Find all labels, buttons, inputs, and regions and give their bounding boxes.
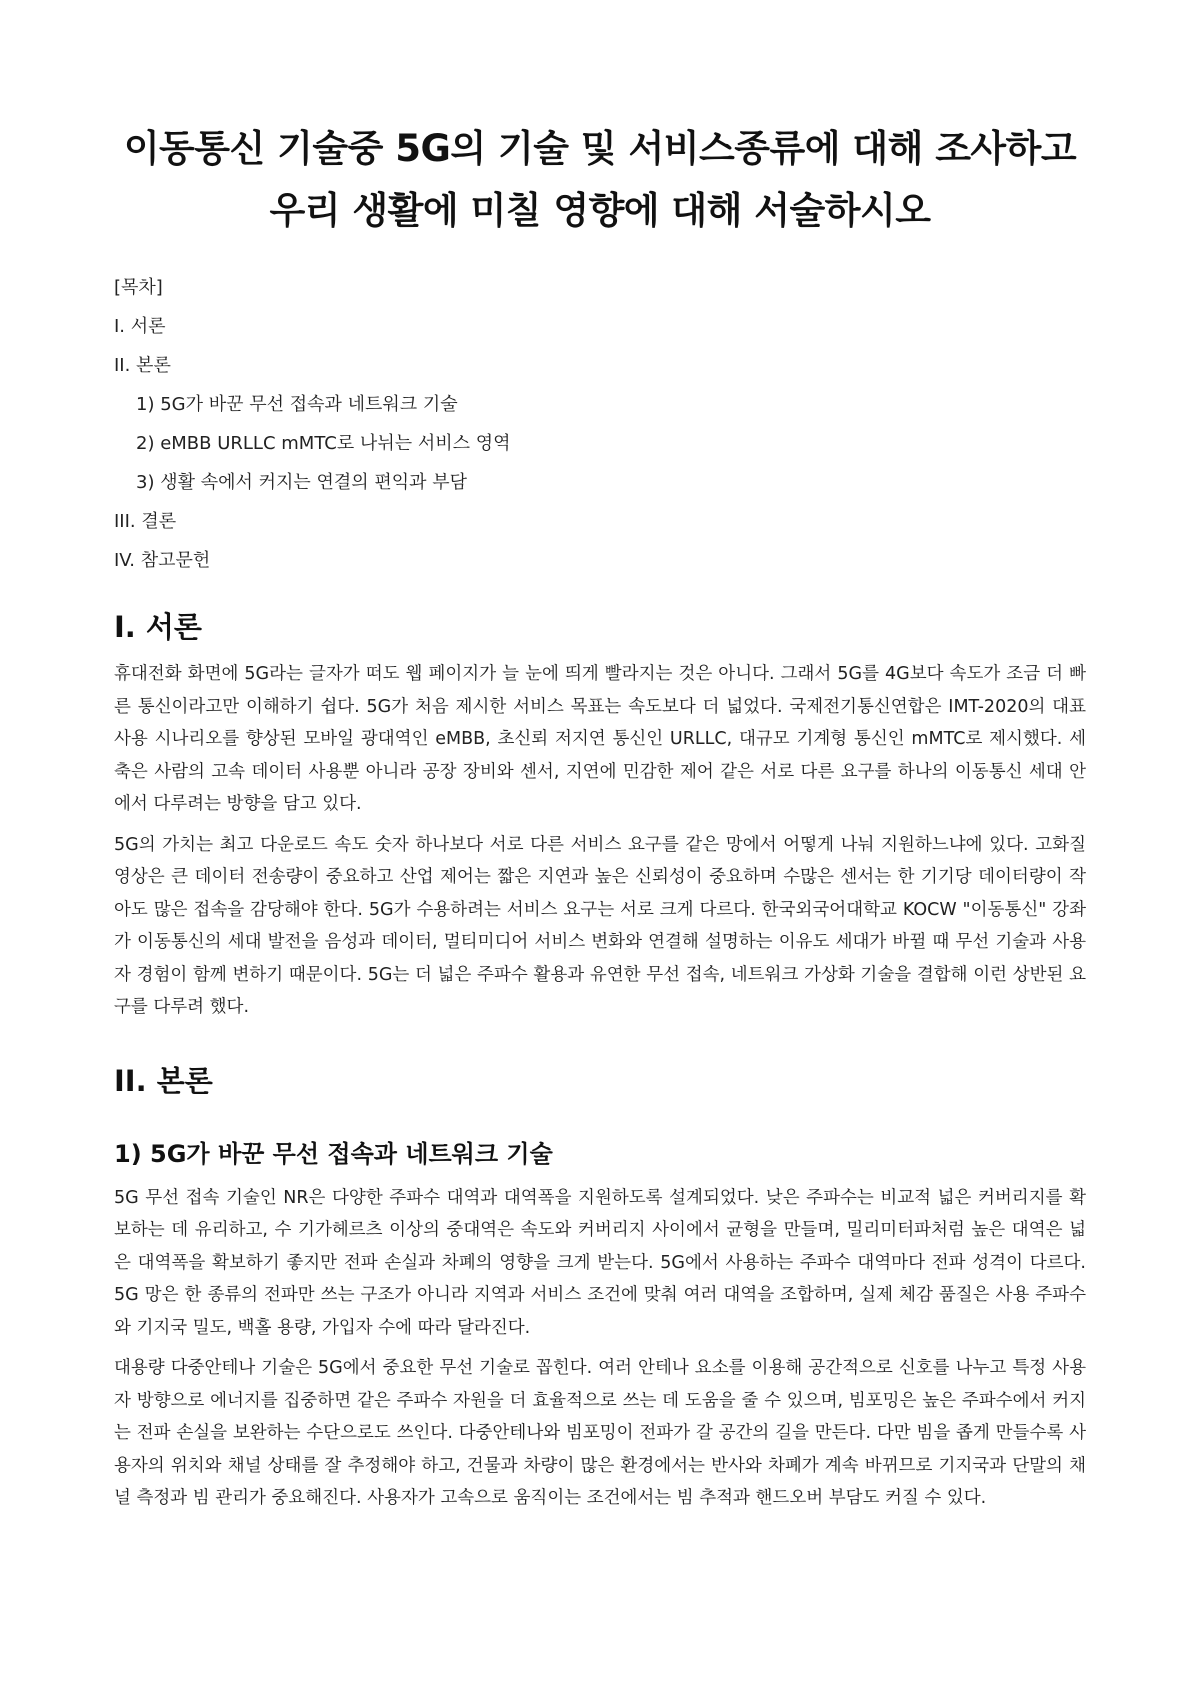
toc-item-body-2: 2) eMBB URLLC mMTC로 나뉘는 서비스 영역: [136, 433, 511, 454]
table-of-contents: [114, 268, 1086, 580]
toc-item-body-3: 3) 생활 속에서 커지는 연결의 편익과 부담: [136, 472, 468, 493]
toc-item-conclusion: III. 결론: [114, 511, 177, 532]
document-title: 이동통신 기술중 5G의 기술 및 서비스종류에 대해 조사하고 우리 생활에 미칠 영향에 대해 서술하시오: [123, 127, 1077, 232]
section-heading-intro: I. 서론: [114, 610, 202, 644]
body-sub1-paragraph-1: 5G 무선 접속 기술인 NR은 다양한 주파수 대역과 대역폭을 지원하도록 설계되었다. 낮은 주파수는 비교적 넓은 커버리지를 확보하는 데 유리하고, 수 기가헤르츠 이상의 중대역은 속도와 커버리지 사이에서 균형을 만들며, 밀리미터파처럼 높은 대역은 넓은 대역폭을 확보하기 좋지만 전파 손실과 차폐의 영향을 크게 받는다. 5G에서 사용하는 주파수 대역마다 전파 성격이 다르다. 5G 망은 한 종류의 전파만 쓰는 구조가 아니라 지역과 서비스 조건에 맞춰 여러 대역을 조합하며, 실제 체감 품질은 사용 주파수와 기지국 밀도, 백홀 용량, 가입자 수에 따라 달라진다.: [114, 1187, 1086, 1338]
subsection-heading-1: 1) 5G가 바꾼 무선 접속과 네트워크 기술: [114, 1139, 553, 1168]
intro-paragraph-1: 휴대전화 화면에 5G라는 글자가 떠도 웹 페이지가 늘 눈에 띄게 빨라지는 것은 아니다. 그래서 5G를 4G보다 속도가 조금 더 빠른 통신이라고만 이해하기 쉽다. 5G가 처음 제시한 서비스 목표는 속도보다 더 넓었다. 국제전기통신연합은 IMT-2020의 대표 사용 시나리오를 향상된 모바일 광대역인 eMBB, 초신뢰 저지연 통신인 URLLC, 대규모 기계형 통신인 mMTC로 제시했다. 세 축은 사람의 고속 데이터 사용뿐 아니라 공장 장비와 센서, 지연에 민감한 제어 같은 서로 다른 요구를 하나의 이동통신 세대 안에서 다루려는 방향을 담고 있다.: [114, 664, 1086, 814]
toc-item-references: IV. 참고문헌: [114, 550, 211, 571]
body-sub1-paragraph-2: 대용량 다중안테나 기술은 5G에서 중요한 무선 기술로 꼽힌다. 여러 안테나 요소를 이용해 공간적으로 신호를 나누고 특정 사용자 방향으로 에너지를 집중하면 같은 주파수 자원을 더 효율적으로 쓰는 데 도움을 줄 수 있으며, 빔포밍은 높은 주파수에서 커지는 전파 손실을 보완하는 수단으로도 쓰인다. 다중안테나와 빔포밍이 전파가 갈 공간의 길을 만든다. 다만 빔을 좁게 만들수록 사용자의 위치와 채널 상태를 잘 추정해야 하고, 건물과 차량이 많은 환경에서는 반사와 차폐가 계속 바뀌므로 기지국과 단말의 채널 측정과 빔 관리가 중요해진다. 사용자가 고속으로 움직이는 조건에서는 빔 추적과 핸드오버 부담도 커질 수 있다.: [114, 1358, 1086, 1508]
intro-paragraph-2: 5G의 가치는 최고 다운로드 속도 숫자 하나보다 서로 다른 서비스 요구를 같은 망에서 어떻게 나눠 지원하느냐에 있다. 고화질 영상은 큰 데이터 전송량이 중요하고 산업 제어는 짧은 지연과 높은 신뢰성이 중요하며 수많은 센서는 한 기기당 데이터량이 작아도 많은 접속을 감당해야 한다. 5G가 수용하려는 서비스 요구는 서로 크게 다르다. 한국외국어대학교 KOCW "이동통신" 강좌가 이동통신의 세대 발전을 음성과 데이터, 멀티미디어 서비스 변화와 연결해 설명하는 이유도 세대가 바뀔 때 무선 기술과 사용자 경험이 함께 변하기 때문이다. 5G는 더 넓은 주파수 활용과 유연한 무선 접속, 네트워크 가상화 기술을 결합해 이런 상반된 요구를 다루려 했다.: [114, 834, 1086, 1017]
toc-heading: [목차]: [114, 277, 163, 298]
toc-item-body: II. 본론: [114, 355, 171, 376]
section-heading-body: II. 본론: [114, 1063, 213, 1098]
toc-item-intro: I. 서론: [114, 316, 166, 337]
toc-item-body-1: 1) 5G가 바꾼 무선 접속과 네트워크 기술: [136, 394, 458, 415]
